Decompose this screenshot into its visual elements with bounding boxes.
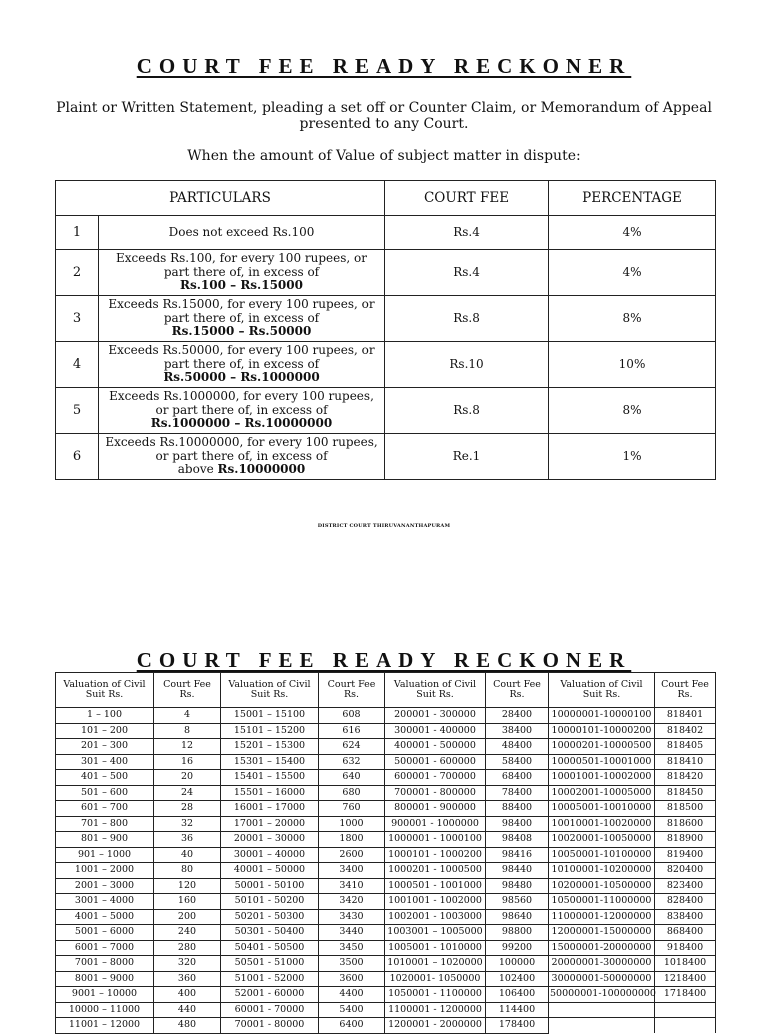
particulars-text: Exceeds Rs.10000000, for every 100 rupees, or part there of, in excess of: [105, 435, 378, 463]
court-fee-cell: 16: [154, 754, 221, 770]
range-text: Rs.50000 – Rs.1000000: [163, 370, 320, 385]
valuation-cell: 501 – 600: [56, 785, 154, 801]
court-fee-cell: 1018400: [655, 956, 716, 972]
valuation-cell: 10000501-10001000: [549, 754, 655, 770]
court-fee-cell: 160: [154, 894, 221, 910]
court-fee-cell: 5400: [319, 1002, 385, 1018]
footer-note: DISTRICT COURT THIRUVANANTHAPURAM: [317, 523, 451, 529]
valuation-cell: 701 – 800: [56, 816, 154, 832]
court-fee-cell: 28400: [486, 708, 549, 724]
court-fee-cell: 98400: [486, 816, 549, 832]
court-fee-cell: 868400: [655, 925, 716, 941]
court-fee-cell: [655, 1002, 716, 1018]
valuation-cell: 1100001 - 1200000: [385, 1002, 486, 1018]
court-fee-cell: 823400: [655, 878, 716, 894]
court-fee-cell: 1718400: [655, 987, 716, 1003]
valuation-cell: 10500001-11000000: [549, 894, 655, 910]
court-fee-cell: 818900: [655, 832, 716, 848]
court-fee-cell: 608: [319, 708, 385, 724]
table-header-row: [56, 673, 716, 708]
particulars-text: Does not exceed Rs.100: [168, 224, 315, 239]
particulars-text: Exceeds Rs.50000, for every 100 rupees, or part there of, in excess of: [108, 343, 375, 371]
court-fee-cell: 120: [154, 878, 221, 894]
valuation-cell: 1010001 – 1020000: [385, 956, 486, 972]
court-fee-cell: 114400: [486, 1002, 549, 1018]
valuation-cell: 15501 – 16000: [221, 785, 319, 801]
valuation-cell: 12000001-15000000: [549, 925, 655, 941]
particulars-text: Exceeds Rs.15000, for every 100 rupees, or part there of, in excess of: [108, 297, 375, 325]
fee-percentage-table-wrapper: [55, 180, 715, 481]
table-row: [56, 801, 716, 817]
particulars-cell: [99, 250, 385, 296]
court-fee-cell: 818600: [655, 816, 716, 832]
table-row: [56, 956, 716, 972]
valuation-cell: 30001 – 40000: [221, 847, 319, 863]
table-row: [56, 940, 716, 956]
valuation-cell: 6001 – 7000: [56, 940, 154, 956]
valuation-cell: 1000101 - 1000200: [385, 847, 486, 863]
valuation-cell: 601 – 700: [56, 801, 154, 817]
table-row: [56, 971, 716, 987]
valuation-cell: 50301 - 50400: [221, 925, 319, 941]
valuation-cell: 1050001 - 1100000: [385, 987, 486, 1003]
court-fee-cell: 32: [154, 816, 221, 832]
valuation-cell: 10050001-10100000: [549, 847, 655, 863]
valuation-cell: 301 – 400: [56, 754, 154, 770]
particulars-text: Exceeds Rs.100, for every 100 rupees, or part there of, in excess of: [116, 251, 367, 279]
court-fee-cell: 3440: [319, 925, 385, 941]
court-fee-cell: 828400: [655, 894, 716, 910]
court-fee-cell: 632: [319, 754, 385, 770]
valuation-cell: [549, 1018, 655, 1034]
valuation-cell: 50101 - 50200: [221, 894, 319, 910]
court-fee-cell: 36: [154, 832, 221, 848]
court-fee-cell: 88400: [486, 801, 549, 817]
valuation-cell: 3001 – 4000: [56, 894, 154, 910]
table-header-row: [56, 181, 716, 216]
court-fee-cell: 240: [154, 925, 221, 941]
valuation-cell: 11000001-12000000: [549, 909, 655, 925]
valuation-cell: 901 – 1000: [56, 847, 154, 863]
valuation-cell: 10002001-10005000: [549, 785, 655, 801]
intro-line: presented to any Court.: [299, 116, 469, 132]
court-fee-cell: Re.1: [385, 434, 549, 480]
valuation-cell: 700001 - 800000: [385, 785, 486, 801]
particulars-text: Exceeds Rs.1000000, for every 100 rupees, or part there of, in excess of: [109, 389, 374, 417]
court-fee-cell: 38400: [486, 723, 549, 739]
court-fee-cell: Rs.8: [385, 296, 549, 342]
header-valuation: Valuation of Civil Suit Rs.: [385, 673, 486, 708]
header-percentage: PERCENTAGE: [549, 181, 716, 216]
percentage-cell: 8%: [549, 388, 716, 434]
court-fee-cell: 400: [154, 987, 221, 1003]
court-fee-cell: 80: [154, 863, 221, 879]
valuation-cell: 15301 – 15400: [221, 754, 319, 770]
table-row: [56, 739, 716, 755]
row-number: 3: [56, 296, 99, 342]
header-court-fee: COURT FEE: [385, 181, 549, 216]
table-row: [56, 250, 716, 296]
valuation-cell: 2001 – 3000: [56, 878, 154, 894]
court-fee-cell: 680: [319, 785, 385, 801]
court-fee-cell: 98480: [486, 878, 549, 894]
valuation-cell: 1000001 - 1000100: [385, 832, 486, 848]
court-fee-cell: 100000: [486, 956, 549, 972]
court-fee-cell: 818420: [655, 770, 716, 786]
court-fee-cell: 40: [154, 847, 221, 863]
valuation-cell: 50000001-100000000: [549, 987, 655, 1003]
particulars-cell: [99, 296, 385, 342]
valuation-cell: 1200001 - 2000000: [385, 1018, 486, 1034]
valuation-cell: 8001 – 9000: [56, 971, 154, 987]
range-text: Rs.100 – Rs.15000: [180, 278, 303, 293]
valuation-cell: 400001 - 500000: [385, 739, 486, 755]
range-text: Rs.10000000: [217, 462, 306, 477]
court-fee-cell: Rs.4: [385, 216, 549, 250]
valuation-cell: 10200001-10500000: [549, 878, 655, 894]
court-fee-cell: 28: [154, 801, 221, 817]
court-fee-cell: 1218400: [655, 971, 716, 987]
row-number: 2: [56, 250, 99, 296]
court-fee-cell: 3430: [319, 909, 385, 925]
court-fee-cell: 818405: [655, 739, 716, 755]
court-fee-cell: 818500: [655, 801, 716, 817]
court-fee-cell: 106400: [486, 987, 549, 1003]
table-row: [56, 296, 716, 342]
court-fee-cell: 102400: [486, 971, 549, 987]
header-court-fee: Court Fee Rs.: [319, 673, 385, 708]
row-number: 1: [56, 216, 99, 250]
header-valuation: Valuation of Civil Suit Rs.: [56, 673, 154, 708]
court-fee-cell: 98800: [486, 925, 549, 941]
valuation-cell: 10100001-10200000: [549, 863, 655, 879]
table-row: [56, 878, 716, 894]
page-title: COURT FEE READY RECKONER: [136, 54, 632, 78]
table-row: [56, 847, 716, 863]
table-row: [56, 708, 716, 724]
valuation-cell: 1020001- 1050000: [385, 971, 486, 987]
particulars-cell: [99, 216, 385, 250]
valuation-cell: 401 – 500: [56, 770, 154, 786]
fee-percentage-table: [55, 180, 716, 480]
court-fee-cell: 4: [154, 708, 221, 724]
court-fee-cell: 3410: [319, 878, 385, 894]
court-fee-cell: 838400: [655, 909, 716, 925]
valuation-cell: 20000001-30000000: [549, 956, 655, 972]
court-fee-cell: 480: [154, 1018, 221, 1034]
table-row: [56, 770, 716, 786]
particulars-cell: [99, 434, 385, 480]
valuation-cell: 15001 – 15100: [221, 708, 319, 724]
court-fee-cell: 99200: [486, 940, 549, 956]
court-fee-cell: 818410: [655, 754, 716, 770]
court-fee-cell: Rs.10: [385, 342, 549, 388]
valuation-cell: 200001 - 300000: [385, 708, 486, 724]
court-fee-cell: 820400: [655, 863, 716, 879]
table-row: [56, 816, 716, 832]
intro-line: Plaint or Written Statement, pleading a set off or Counter Claim, or Memorandum of Appeal: [56, 100, 712, 116]
court-fee-cell: 760: [319, 801, 385, 817]
intro-paragraph: [40, 100, 728, 132]
valuation-cell: 300001 - 400000: [385, 723, 486, 739]
valuation-cell: 1000501 - 1001000: [385, 878, 486, 894]
row-number: 6: [56, 434, 99, 480]
court-fee-cell: 818450: [655, 785, 716, 801]
valuation-cell: 20001 – 30000: [221, 832, 319, 848]
section-title: COURT FEE READY RECKONER: [136, 648, 632, 672]
court-fee-cell: 12: [154, 739, 221, 755]
court-fee-cell: 4400: [319, 987, 385, 1003]
table-row: [56, 894, 716, 910]
valuation-cell: 70001 - 80000: [221, 1018, 319, 1034]
table-row: [56, 925, 716, 941]
court-fee-cell: 200: [154, 909, 221, 925]
header-valuation: Valuation of Civil Suit Rs.: [549, 673, 655, 708]
court-fee-cell: 78400: [486, 785, 549, 801]
valuation-cell: 600001 - 700000: [385, 770, 486, 786]
valuation-cell: 50001 - 50100: [221, 878, 319, 894]
court-fee-cell: 624: [319, 739, 385, 755]
header-court-fee: Court Fee Rs.: [486, 673, 549, 708]
table-row: [56, 342, 716, 388]
valuation-cell: [549, 1002, 655, 1018]
table-row: [56, 754, 716, 770]
valuation-cell: 50501 - 51000: [221, 956, 319, 972]
header-valuation: Valuation of Civil Suit Rs.: [221, 673, 319, 708]
intro-subtitle: When the amount of Value of subject matter in dispute:: [187, 148, 581, 164]
valuation-cell: 1005001 - 1010000: [385, 940, 486, 956]
table-row: [56, 1002, 716, 1018]
valuation-cell: 51001 - 52000: [221, 971, 319, 987]
valuation-cell: 7001 – 8000: [56, 956, 154, 972]
court-fee-cell: 20: [154, 770, 221, 786]
percentage-cell: 4%: [549, 250, 716, 296]
court-fee-cell: 3400: [319, 863, 385, 879]
particulars-cell: [99, 388, 385, 434]
row-number: 4: [56, 342, 99, 388]
valuation-cell: 1002001 - 1003000: [385, 909, 486, 925]
table-row: [56, 832, 716, 848]
valuation-cell: 10005001-10010000: [549, 801, 655, 817]
court-fee-cell: 6400: [319, 1018, 385, 1034]
table-row: [56, 863, 716, 879]
valuation-cell: 30000001-50000000: [549, 971, 655, 987]
valuation-cell: 9001 – 10000: [56, 987, 154, 1003]
court-fee-cell: 360: [154, 971, 221, 987]
court-fee-cell: 818402: [655, 723, 716, 739]
court-fee-cell: 48400: [486, 739, 549, 755]
table-row: [56, 785, 716, 801]
court-fee-cell: 320: [154, 956, 221, 972]
valuation-cell: 801 – 900: [56, 832, 154, 848]
court-fee-cell: Rs.8: [385, 388, 549, 434]
particulars-cell: [99, 342, 385, 388]
court-fee-cell: 98416: [486, 847, 549, 863]
court-fee-cell: 616: [319, 723, 385, 739]
valuation-cell: 1000201 - 1000500: [385, 863, 486, 879]
court-fee-cell: 440: [154, 1002, 221, 1018]
header-court-fee: Court Fee Rs.: [154, 673, 221, 708]
valuation-cell: 10000101-10000200: [549, 723, 655, 739]
valuation-cell: 1001001 - 1002000: [385, 894, 486, 910]
valuation-cell: 17001 – 20000: [221, 816, 319, 832]
valuation-cell: 10010001-10020000: [549, 816, 655, 832]
valuation-fee-table: [55, 672, 716, 1034]
court-fee-cell: 1000: [319, 816, 385, 832]
valuation-cell: 1003001 – 1005000: [385, 925, 486, 941]
table-row: [56, 987, 716, 1003]
court-fee-cell: 98440: [486, 863, 549, 879]
range-text: Rs.15000 – Rs.50000: [171, 324, 312, 339]
valuation-cell: 4001 – 5000: [56, 909, 154, 925]
court-fee-cell: 818401: [655, 708, 716, 724]
valuation-cell: 10020001-10050000: [549, 832, 655, 848]
valuation-cell: 50201 - 50300: [221, 909, 319, 925]
range-text: Rs.1000000 – Rs.10000000: [150, 416, 333, 431]
valuation-table-wrapper: [55, 672, 715, 1031]
court-fee-cell: 3600: [319, 971, 385, 987]
valuation-cell: 16001 – 17000: [221, 801, 319, 817]
valuation-cell: 900001 - 1000000: [385, 816, 486, 832]
court-fee-cell: [655, 1018, 716, 1034]
percentage-cell: 1%: [549, 434, 716, 480]
valuation-cell: 1001 – 2000: [56, 863, 154, 879]
valuation-cell: 15201 – 15300: [221, 739, 319, 755]
court-fee-cell: 3420: [319, 894, 385, 910]
range-prefix: above: [177, 462, 218, 477]
row-number: 5: [56, 388, 99, 434]
percentage-cell: 4%: [549, 216, 716, 250]
valuation-cell: 15000001-20000000: [549, 940, 655, 956]
court-fee-cell: 178400: [486, 1018, 549, 1034]
court-fee-cell: 68400: [486, 770, 549, 786]
valuation-cell: 800001 - 900000: [385, 801, 486, 817]
court-fee-cell: 98560: [486, 894, 549, 910]
valuation-cell: 10000001-10000100: [549, 708, 655, 724]
court-fee-cell: 8: [154, 723, 221, 739]
table-row: [56, 909, 716, 925]
percentage-cell: 10%: [549, 342, 716, 388]
valuation-cell: 10000201-10000500: [549, 739, 655, 755]
court-fee-cell: 58400: [486, 754, 549, 770]
valuation-cell: 15101 – 15200: [221, 723, 319, 739]
valuation-cell: 40001 – 50000: [221, 863, 319, 879]
table-row: [56, 723, 716, 739]
valuation-cell: 15401 – 15500: [221, 770, 319, 786]
valuation-cell: 500001 - 600000: [385, 754, 486, 770]
court-fee-cell: 819400: [655, 847, 716, 863]
table-row: [56, 388, 716, 434]
court-fee-cell: 640: [319, 770, 385, 786]
valuation-cell: 1 – 100: [56, 708, 154, 724]
header-particulars: PARTICULARS: [56, 181, 385, 216]
court-fee-cell: 98408: [486, 832, 549, 848]
court-fee-cell: 280: [154, 940, 221, 956]
table-row: [56, 216, 716, 250]
court-fee-cell: 2600: [319, 847, 385, 863]
valuation-cell: 201 – 300: [56, 739, 154, 755]
header-court-fee: Court Fee Rs.: [655, 673, 716, 708]
valuation-cell: 5001 – 6000: [56, 925, 154, 941]
court-fee-cell: 1800: [319, 832, 385, 848]
valuation-cell: 10000 – 11000: [56, 1002, 154, 1018]
valuation-cell: 101 – 200: [56, 723, 154, 739]
court-fee-cell: 3500: [319, 956, 385, 972]
valuation-cell: 52001 - 60000: [221, 987, 319, 1003]
court-fee-cell: 24: [154, 785, 221, 801]
court-fee-cell: 3450: [319, 940, 385, 956]
table-row: [56, 434, 716, 480]
court-fee-cell: 918400: [655, 940, 716, 956]
court-fee-cell: 98640: [486, 909, 549, 925]
percentage-cell: 8%: [549, 296, 716, 342]
valuation-cell: 60001 - 70000: [221, 1002, 319, 1018]
valuation-cell: 10001001-10002000: [549, 770, 655, 786]
court-fee-cell: Rs.4: [385, 250, 549, 296]
valuation-cell: 11001 – 12000: [56, 1018, 154, 1034]
valuation-cell: 50401 - 50500: [221, 940, 319, 956]
table-row: [56, 1018, 716, 1034]
